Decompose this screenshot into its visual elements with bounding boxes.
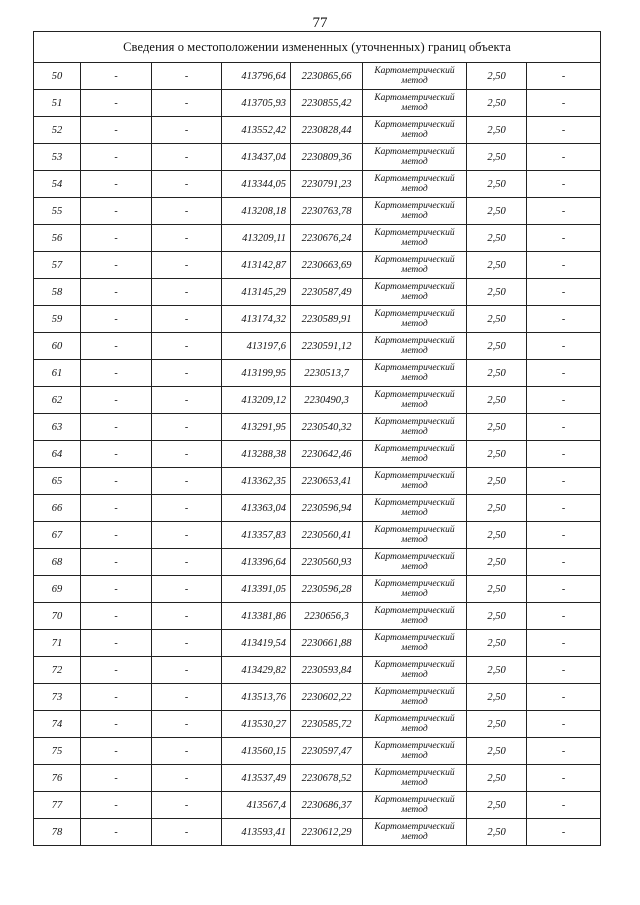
dash-cell: - (81, 495, 152, 522)
dash-cell: - (81, 117, 152, 144)
point-number-cell: 72 (34, 657, 81, 684)
dash-cell: - (152, 198, 222, 225)
dash-cell: - (81, 819, 152, 846)
method-cell: Картометрический метод (363, 387, 467, 414)
point-number-cell: 60 (34, 333, 81, 360)
accuracy-cell: 2,50 (467, 522, 527, 549)
x-coordinate-cell: 413208,18 (222, 198, 291, 225)
dash-cell: - (152, 765, 222, 792)
x-coordinate-cell: 413199,95 (222, 360, 291, 387)
table-row (34, 711, 601, 738)
dash-cell: - (527, 387, 601, 414)
dash-cell: - (152, 414, 222, 441)
y-coordinate-cell: 2230791,23 (291, 171, 363, 198)
dash-cell: - (81, 225, 152, 252)
dash-cell: - (527, 711, 601, 738)
dash-cell: - (527, 684, 601, 711)
accuracy-cell: 2,50 (467, 306, 527, 333)
point-number-cell: 63 (34, 414, 81, 441)
dash-cell: - (81, 360, 152, 387)
table-row (34, 279, 601, 306)
x-coordinate-cell: 413796,64 (222, 63, 291, 90)
table-row (34, 765, 601, 792)
dash-cell: - (527, 144, 601, 171)
dash-cell: - (81, 603, 152, 630)
dash-cell: - (527, 63, 601, 90)
table-row (34, 657, 601, 684)
dash-cell: - (152, 792, 222, 819)
x-coordinate-cell: 413593,41 (222, 819, 291, 846)
accuracy-cell: 2,50 (467, 657, 527, 684)
table-row (34, 63, 601, 90)
point-number-cell: 53 (34, 144, 81, 171)
table-body (34, 63, 601, 846)
x-coordinate-cell: 413197,6 (222, 333, 291, 360)
dash-cell: - (527, 90, 601, 117)
point-number-cell: 55 (34, 198, 81, 225)
dash-cell: - (81, 657, 152, 684)
x-coordinate-cell: 413362,35 (222, 468, 291, 495)
method-cell: Картометрический метод (363, 495, 467, 522)
dash-cell: - (81, 630, 152, 657)
accuracy-cell: 2,50 (467, 144, 527, 171)
method-cell: Картометрический метод (363, 549, 467, 576)
y-coordinate-cell: 2230656,3 (291, 603, 363, 630)
dash-cell: - (81, 549, 152, 576)
accuracy-cell: 2,50 (467, 63, 527, 90)
method-cell: Картометрический метод (363, 684, 467, 711)
accuracy-cell: 2,50 (467, 333, 527, 360)
accuracy-cell: 2,50 (467, 603, 527, 630)
table-row (34, 171, 601, 198)
point-number-cell: 64 (34, 441, 81, 468)
point-number-cell: 52 (34, 117, 81, 144)
accuracy-cell: 2,50 (467, 468, 527, 495)
accuracy-cell: 2,50 (467, 117, 527, 144)
accuracy-cell: 2,50 (467, 171, 527, 198)
accuracy-cell: 2,50 (467, 441, 527, 468)
boundary-coordinates-table (33, 31, 601, 846)
dash-cell: - (81, 171, 152, 198)
dash-cell: - (152, 819, 222, 846)
point-number-cell: 74 (34, 711, 81, 738)
dash-cell: - (81, 711, 152, 738)
point-number-cell: 77 (34, 792, 81, 819)
accuracy-cell: 2,50 (467, 576, 527, 603)
point-number-cell: 78 (34, 819, 81, 846)
dash-cell: - (527, 333, 601, 360)
dash-cell: - (81, 252, 152, 279)
method-cell: Картометрический метод (363, 711, 467, 738)
x-coordinate-cell: 413429,82 (222, 657, 291, 684)
table-row (34, 414, 601, 441)
point-number-cell: 57 (34, 252, 81, 279)
y-coordinate-cell: 2230653,41 (291, 468, 363, 495)
table-row (34, 819, 601, 846)
dash-cell: - (152, 225, 222, 252)
y-coordinate-cell: 2230560,41 (291, 522, 363, 549)
point-number-cell: 62 (34, 387, 81, 414)
dash-cell: - (152, 549, 222, 576)
dash-cell: - (152, 387, 222, 414)
point-number-cell: 66 (34, 495, 81, 522)
method-cell: Картометрический метод (363, 657, 467, 684)
dash-cell: - (152, 684, 222, 711)
dash-cell: - (527, 576, 601, 603)
accuracy-cell: 2,50 (467, 630, 527, 657)
method-cell: Картометрический метод (363, 279, 467, 306)
table-row (34, 144, 601, 171)
point-number-cell: 76 (34, 765, 81, 792)
table-row (34, 684, 601, 711)
y-coordinate-cell: 2230540,32 (291, 414, 363, 441)
dash-cell: - (152, 441, 222, 468)
method-cell: Картометрический метод (363, 414, 467, 441)
dash-cell: - (527, 495, 601, 522)
dash-cell: - (81, 468, 152, 495)
y-coordinate-cell: 2230642,46 (291, 441, 363, 468)
table-row (34, 792, 601, 819)
accuracy-cell: 2,50 (467, 360, 527, 387)
accuracy-cell: 2,50 (467, 252, 527, 279)
dash-cell: - (81, 387, 152, 414)
dash-cell: - (81, 279, 152, 306)
point-number-cell: 58 (34, 279, 81, 306)
table-row (34, 603, 601, 630)
accuracy-cell: 2,50 (467, 279, 527, 306)
dash-cell: - (527, 630, 601, 657)
method-cell: Картометрический метод (363, 360, 467, 387)
y-coordinate-cell: 2230686,37 (291, 792, 363, 819)
y-coordinate-cell: 2230596,94 (291, 495, 363, 522)
point-number-cell: 67 (34, 522, 81, 549)
table-row (34, 495, 601, 522)
dash-cell: - (527, 252, 601, 279)
y-coordinate-cell: 2230596,28 (291, 576, 363, 603)
dash-cell: - (527, 171, 601, 198)
x-coordinate-cell: 413363,04 (222, 495, 291, 522)
dash-cell: - (152, 603, 222, 630)
method-cell: Картометрический метод (363, 468, 467, 495)
method-cell: Картометрический метод (363, 738, 467, 765)
table-title: Сведения о местоположении измененных (уточненных) границ объекта (34, 32, 601, 63)
method-cell: Картометрический метод (363, 306, 467, 333)
dash-cell: - (152, 738, 222, 765)
method-cell: Картометрический метод (363, 441, 467, 468)
x-coordinate-cell: 413391,05 (222, 576, 291, 603)
dash-cell: - (527, 117, 601, 144)
y-coordinate-cell: 2230809,36 (291, 144, 363, 171)
dash-cell: - (81, 738, 152, 765)
dash-cell: - (527, 414, 601, 441)
y-coordinate-cell: 2230513,7 (291, 360, 363, 387)
table-row (34, 252, 601, 279)
dash-cell: - (81, 144, 152, 171)
dash-cell: - (527, 225, 601, 252)
method-cell: Картометрический метод (363, 630, 467, 657)
x-coordinate-cell: 413567,4 (222, 792, 291, 819)
point-number-cell: 65 (34, 468, 81, 495)
method-cell: Картометрический метод (363, 171, 467, 198)
table-row (34, 576, 601, 603)
method-cell: Картометрический метод (363, 333, 467, 360)
y-coordinate-cell: 2230676,24 (291, 225, 363, 252)
dash-cell: - (81, 576, 152, 603)
x-coordinate-cell: 413288,38 (222, 441, 291, 468)
x-coordinate-cell: 413291,95 (222, 414, 291, 441)
table-row (34, 441, 601, 468)
x-coordinate-cell: 413381,86 (222, 603, 291, 630)
method-cell: Картометрический метод (363, 117, 467, 144)
dash-cell: - (152, 306, 222, 333)
x-coordinate-cell: 413513,76 (222, 684, 291, 711)
dash-cell: - (81, 198, 152, 225)
dash-cell: - (152, 90, 222, 117)
dash-cell: - (527, 765, 601, 792)
dash-cell: - (527, 360, 601, 387)
dash-cell: - (81, 90, 152, 117)
dash-cell: - (152, 711, 222, 738)
accuracy-cell: 2,50 (467, 792, 527, 819)
dash-cell: - (527, 657, 601, 684)
dash-cell: - (152, 252, 222, 279)
dash-cell: - (81, 306, 152, 333)
point-number-cell: 51 (34, 90, 81, 117)
point-number-cell: 70 (34, 603, 81, 630)
table-row (34, 738, 601, 765)
method-cell: Картометрический метод (363, 63, 467, 90)
dash-cell: - (527, 603, 601, 630)
accuracy-cell: 2,50 (467, 711, 527, 738)
y-coordinate-cell: 2230612,29 (291, 819, 363, 846)
x-coordinate-cell: 413530,27 (222, 711, 291, 738)
table-row (34, 225, 601, 252)
y-coordinate-cell: 2230585,72 (291, 711, 363, 738)
dash-cell: - (152, 333, 222, 360)
dash-cell: - (152, 279, 222, 306)
point-number-cell: 69 (34, 576, 81, 603)
dash-cell: - (527, 819, 601, 846)
accuracy-cell: 2,50 (467, 684, 527, 711)
dash-cell: - (527, 468, 601, 495)
y-coordinate-cell: 2230597,47 (291, 738, 363, 765)
dash-cell: - (527, 441, 601, 468)
method-cell: Картометрический метод (363, 144, 467, 171)
dash-cell: - (152, 117, 222, 144)
x-coordinate-cell: 413552,42 (222, 117, 291, 144)
table-header-row (34, 32, 601, 63)
point-number-cell: 59 (34, 306, 81, 333)
x-coordinate-cell: 413705,93 (222, 90, 291, 117)
method-cell: Картометрический метод (363, 603, 467, 630)
accuracy-cell: 2,50 (467, 495, 527, 522)
method-cell: Картометрический метод (363, 252, 467, 279)
point-number-cell: 68 (34, 549, 81, 576)
x-coordinate-cell: 413142,87 (222, 252, 291, 279)
dash-cell: - (152, 144, 222, 171)
dash-cell: - (81, 441, 152, 468)
x-coordinate-cell: 413437,04 (222, 144, 291, 171)
dash-cell: - (152, 171, 222, 198)
method-cell: Картометрический метод (363, 765, 467, 792)
dash-cell: - (152, 360, 222, 387)
point-number-cell: 75 (34, 738, 81, 765)
dash-cell: - (81, 414, 152, 441)
point-number-cell: 71 (34, 630, 81, 657)
y-coordinate-cell: 2230587,49 (291, 279, 363, 306)
table-row (34, 90, 601, 117)
point-number-cell: 54 (34, 171, 81, 198)
x-coordinate-cell: 413344,05 (222, 171, 291, 198)
dash-cell: - (81, 333, 152, 360)
y-coordinate-cell: 2230602,22 (291, 684, 363, 711)
table-row (34, 198, 601, 225)
y-coordinate-cell: 2230865,66 (291, 63, 363, 90)
y-coordinate-cell: 2230763,78 (291, 198, 363, 225)
x-coordinate-cell: 413357,83 (222, 522, 291, 549)
y-coordinate-cell: 2230828,44 (291, 117, 363, 144)
table-row (34, 117, 601, 144)
point-number-cell: 50 (34, 63, 81, 90)
y-coordinate-cell: 2230490,3 (291, 387, 363, 414)
table-row (34, 306, 601, 333)
y-coordinate-cell: 2230855,42 (291, 90, 363, 117)
table-row (34, 630, 601, 657)
dash-cell: - (81, 684, 152, 711)
method-cell: Картометрический метод (363, 225, 467, 252)
dash-cell: - (152, 63, 222, 90)
accuracy-cell: 2,50 (467, 549, 527, 576)
accuracy-cell: 2,50 (467, 765, 527, 792)
accuracy-cell: 2,50 (467, 414, 527, 441)
y-coordinate-cell: 2230593,84 (291, 657, 363, 684)
y-coordinate-cell: 2230678,52 (291, 765, 363, 792)
dash-cell: - (81, 792, 152, 819)
dash-cell: - (527, 522, 601, 549)
x-coordinate-cell: 413560,15 (222, 738, 291, 765)
x-coordinate-cell: 413145,29 (222, 279, 291, 306)
accuracy-cell: 2,50 (467, 225, 527, 252)
dash-cell: - (527, 198, 601, 225)
accuracy-cell: 2,50 (467, 738, 527, 765)
page-number: 77 (312, 15, 328, 31)
y-coordinate-cell: 2230560,93 (291, 549, 363, 576)
x-coordinate-cell: 413209,12 (222, 387, 291, 414)
method-cell: Картометрический метод (363, 90, 467, 117)
x-coordinate-cell: 413396,64 (222, 549, 291, 576)
y-coordinate-cell: 2230663,69 (291, 252, 363, 279)
y-coordinate-cell: 2230589,91 (291, 306, 363, 333)
table-row (34, 360, 601, 387)
dash-cell: - (152, 522, 222, 549)
dash-cell: - (81, 765, 152, 792)
accuracy-cell: 2,50 (467, 387, 527, 414)
accuracy-cell: 2,50 (467, 90, 527, 117)
accuracy-cell: 2,50 (467, 198, 527, 225)
dash-cell: - (152, 630, 222, 657)
dash-cell: - (81, 63, 152, 90)
point-number-cell: 56 (34, 225, 81, 252)
method-cell: Картометрический метод (363, 198, 467, 225)
y-coordinate-cell: 2230591,12 (291, 333, 363, 360)
dash-cell: - (152, 657, 222, 684)
dash-cell: - (152, 468, 222, 495)
dash-cell: - (152, 576, 222, 603)
x-coordinate-cell: 413537,49 (222, 765, 291, 792)
y-coordinate-cell: 2230661,88 (291, 630, 363, 657)
dash-cell: - (527, 306, 601, 333)
table-row (34, 387, 601, 414)
table-row (34, 468, 601, 495)
method-cell: Картометрический метод (363, 819, 467, 846)
table-row (34, 522, 601, 549)
x-coordinate-cell: 413174,32 (222, 306, 291, 333)
x-coordinate-cell: 413419,54 (222, 630, 291, 657)
dash-cell: - (152, 495, 222, 522)
accuracy-cell: 2,50 (467, 819, 527, 846)
method-cell: Картометрический метод (363, 792, 467, 819)
x-coordinate-cell: 413209,11 (222, 225, 291, 252)
table-row (34, 549, 601, 576)
dash-cell: - (527, 549, 601, 576)
method-cell: Картометрический метод (363, 522, 467, 549)
method-cell: Картометрический метод (363, 576, 467, 603)
table-row (34, 333, 601, 360)
point-number-cell: 73 (34, 684, 81, 711)
dash-cell: - (527, 792, 601, 819)
dash-cell: - (81, 522, 152, 549)
dash-cell: - (527, 738, 601, 765)
dash-cell: - (527, 279, 601, 306)
point-number-cell: 61 (34, 360, 81, 387)
